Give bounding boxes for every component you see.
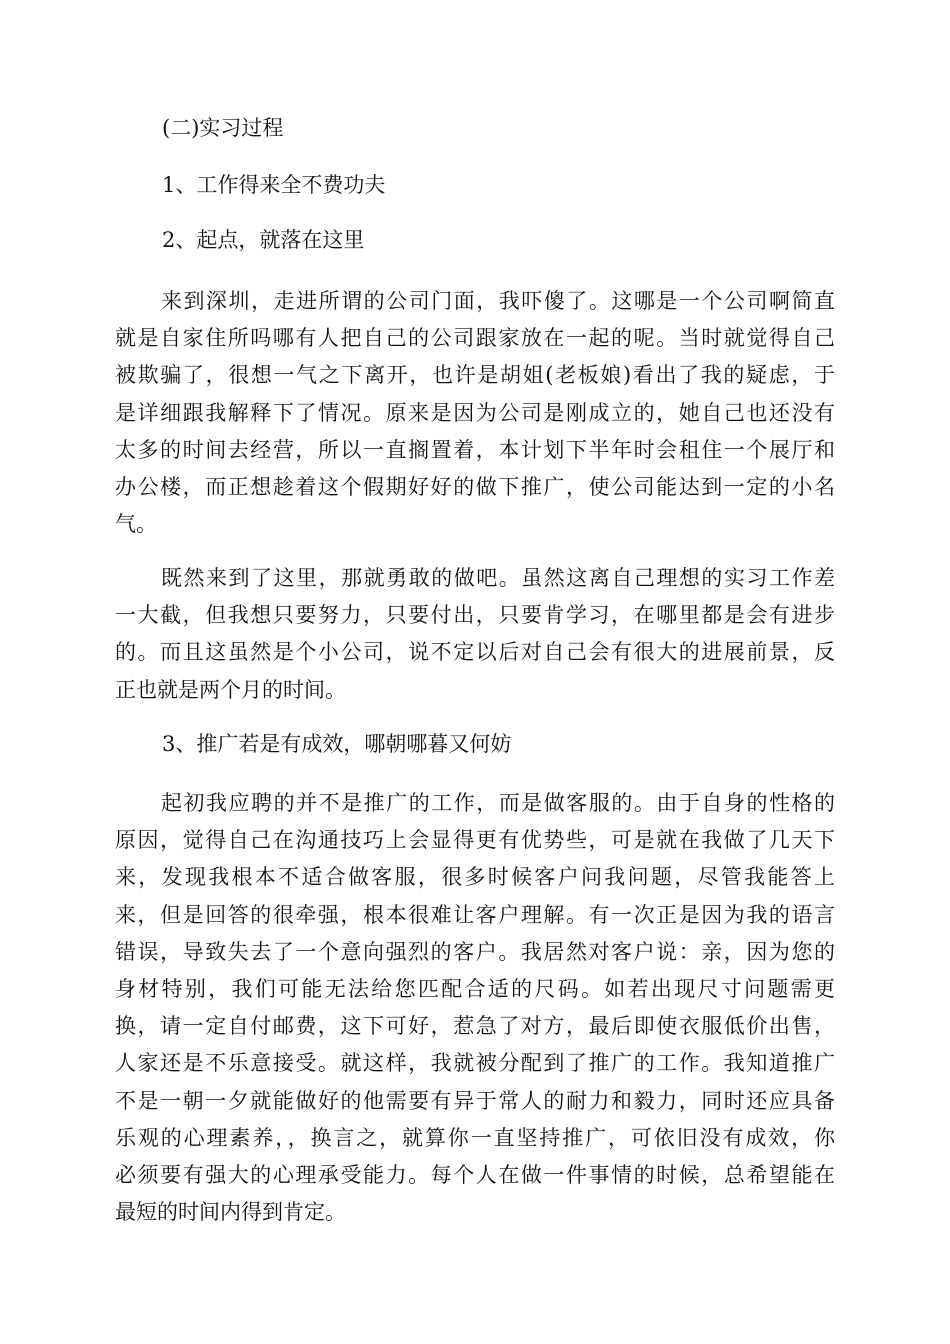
paragraph-line: 人家还是不乐意接受。就这样，我就被分配到了推广的工作。我知道推广: [115, 1051, 835, 1076]
paragraph-promotion: [115, 785, 835, 1231]
paragraph-line: 错误，导致失去了一个意向强烈的客户。我居然对客户说：亲，因为您的: [115, 939, 835, 964]
paragraph-line: 正也就是两个月的时间。: [115, 677, 346, 702]
paragraph-line: 既然来到了这里，那就勇敢的做吧。虽然这离自己理想的实习工作差: [161, 566, 835, 590]
subsection-heading-1: 1、工作得来全不费功夫: [162, 173, 386, 197]
paragraph-line: 最短的时间内得到肯定。: [115, 1200, 346, 1225]
paragraph-line: 太多的时间去经营，所以一直搁置着，本计划下半年时会租住一个展厅和: [115, 437, 835, 462]
paragraph-arrival: [115, 283, 835, 543]
paragraph-line: 不是一朝一夕就能做好的他需要有异于常人的耐力和毅力，同时还应具备: [115, 1088, 835, 1113]
paragraph-line: 一大截，但我想只要努力，只要付出，只要肯学习，在哪里都是会有进步: [115, 603, 835, 628]
paragraph-line: 气。: [115, 512, 157, 537]
paragraph-line: 办公楼，而正想趁着这个假期好好的做下推广，使公司能达到一定的小名: [115, 475, 835, 500]
section-heading: (二)实习过程: [162, 116, 284, 140]
paragraph-line: 是详细跟我解释下了情况。原来是因为公司是刚成立的，她自己也还没有: [115, 400, 835, 425]
paragraph-decision: [115, 560, 835, 709]
paragraph-line: 换，请一定自付邮费，这下可好，惹急了对方，最后即使衣服低价出售，: [115, 1014, 835, 1039]
paragraph-line: 就是自家住所吗哪有人把自己的公司跟家放在一起的呢。当时就觉得自己: [115, 326, 835, 351]
subsection-heading-2: 2、起点，就落在这里: [162, 228, 365, 252]
paragraph-line: 来，但是回答的很牵强，根本很难让客户理解。有一次正是因为我的语言: [115, 902, 835, 927]
paragraph-line: 来到深圳，走进所谓的公司门面，我吓傻了。这哪是一个公司啊简直: [161, 289, 835, 313]
subsection-heading-3: 3、推广若是有成效，哪朝哪暮又何妨: [162, 732, 512, 756]
paragraph-line: 必须要有强大的心理承受能力。每个人在做一件事情的时候，总希望能在: [115, 1163, 835, 1188]
paragraph-line: 身材特别，我们可能无法给您匹配合适的尺码。如若出现尺寸问题需更: [115, 977, 835, 1002]
paragraph-line: 被欺骗了，很想一气之下离开，也许是胡姐(老板娘)看出了我的疑虑，于: [115, 363, 835, 388]
paragraph-line: 乐观的心理素养，，换言之，就算你一直坚持推广，可依旧没有成效，你: [115, 1125, 835, 1150]
paragraph-line: 起初我应聘的并不是推广的工作，而是做客服的。由于自身的性格的: [161, 791, 835, 815]
paragraph-line: 来，发现我根本不适合做客服，很多时候客户问我问题，尽管我能答上: [115, 865, 835, 890]
paragraph-line: 原因，觉得自己在沟通技巧上会显得更有优势些，可是就在我做了几天下: [115, 828, 835, 853]
paragraph-line: 的。而且这虽然是个小公司，说不定以后对自己会有很大的进展前景，反: [115, 640, 835, 665]
